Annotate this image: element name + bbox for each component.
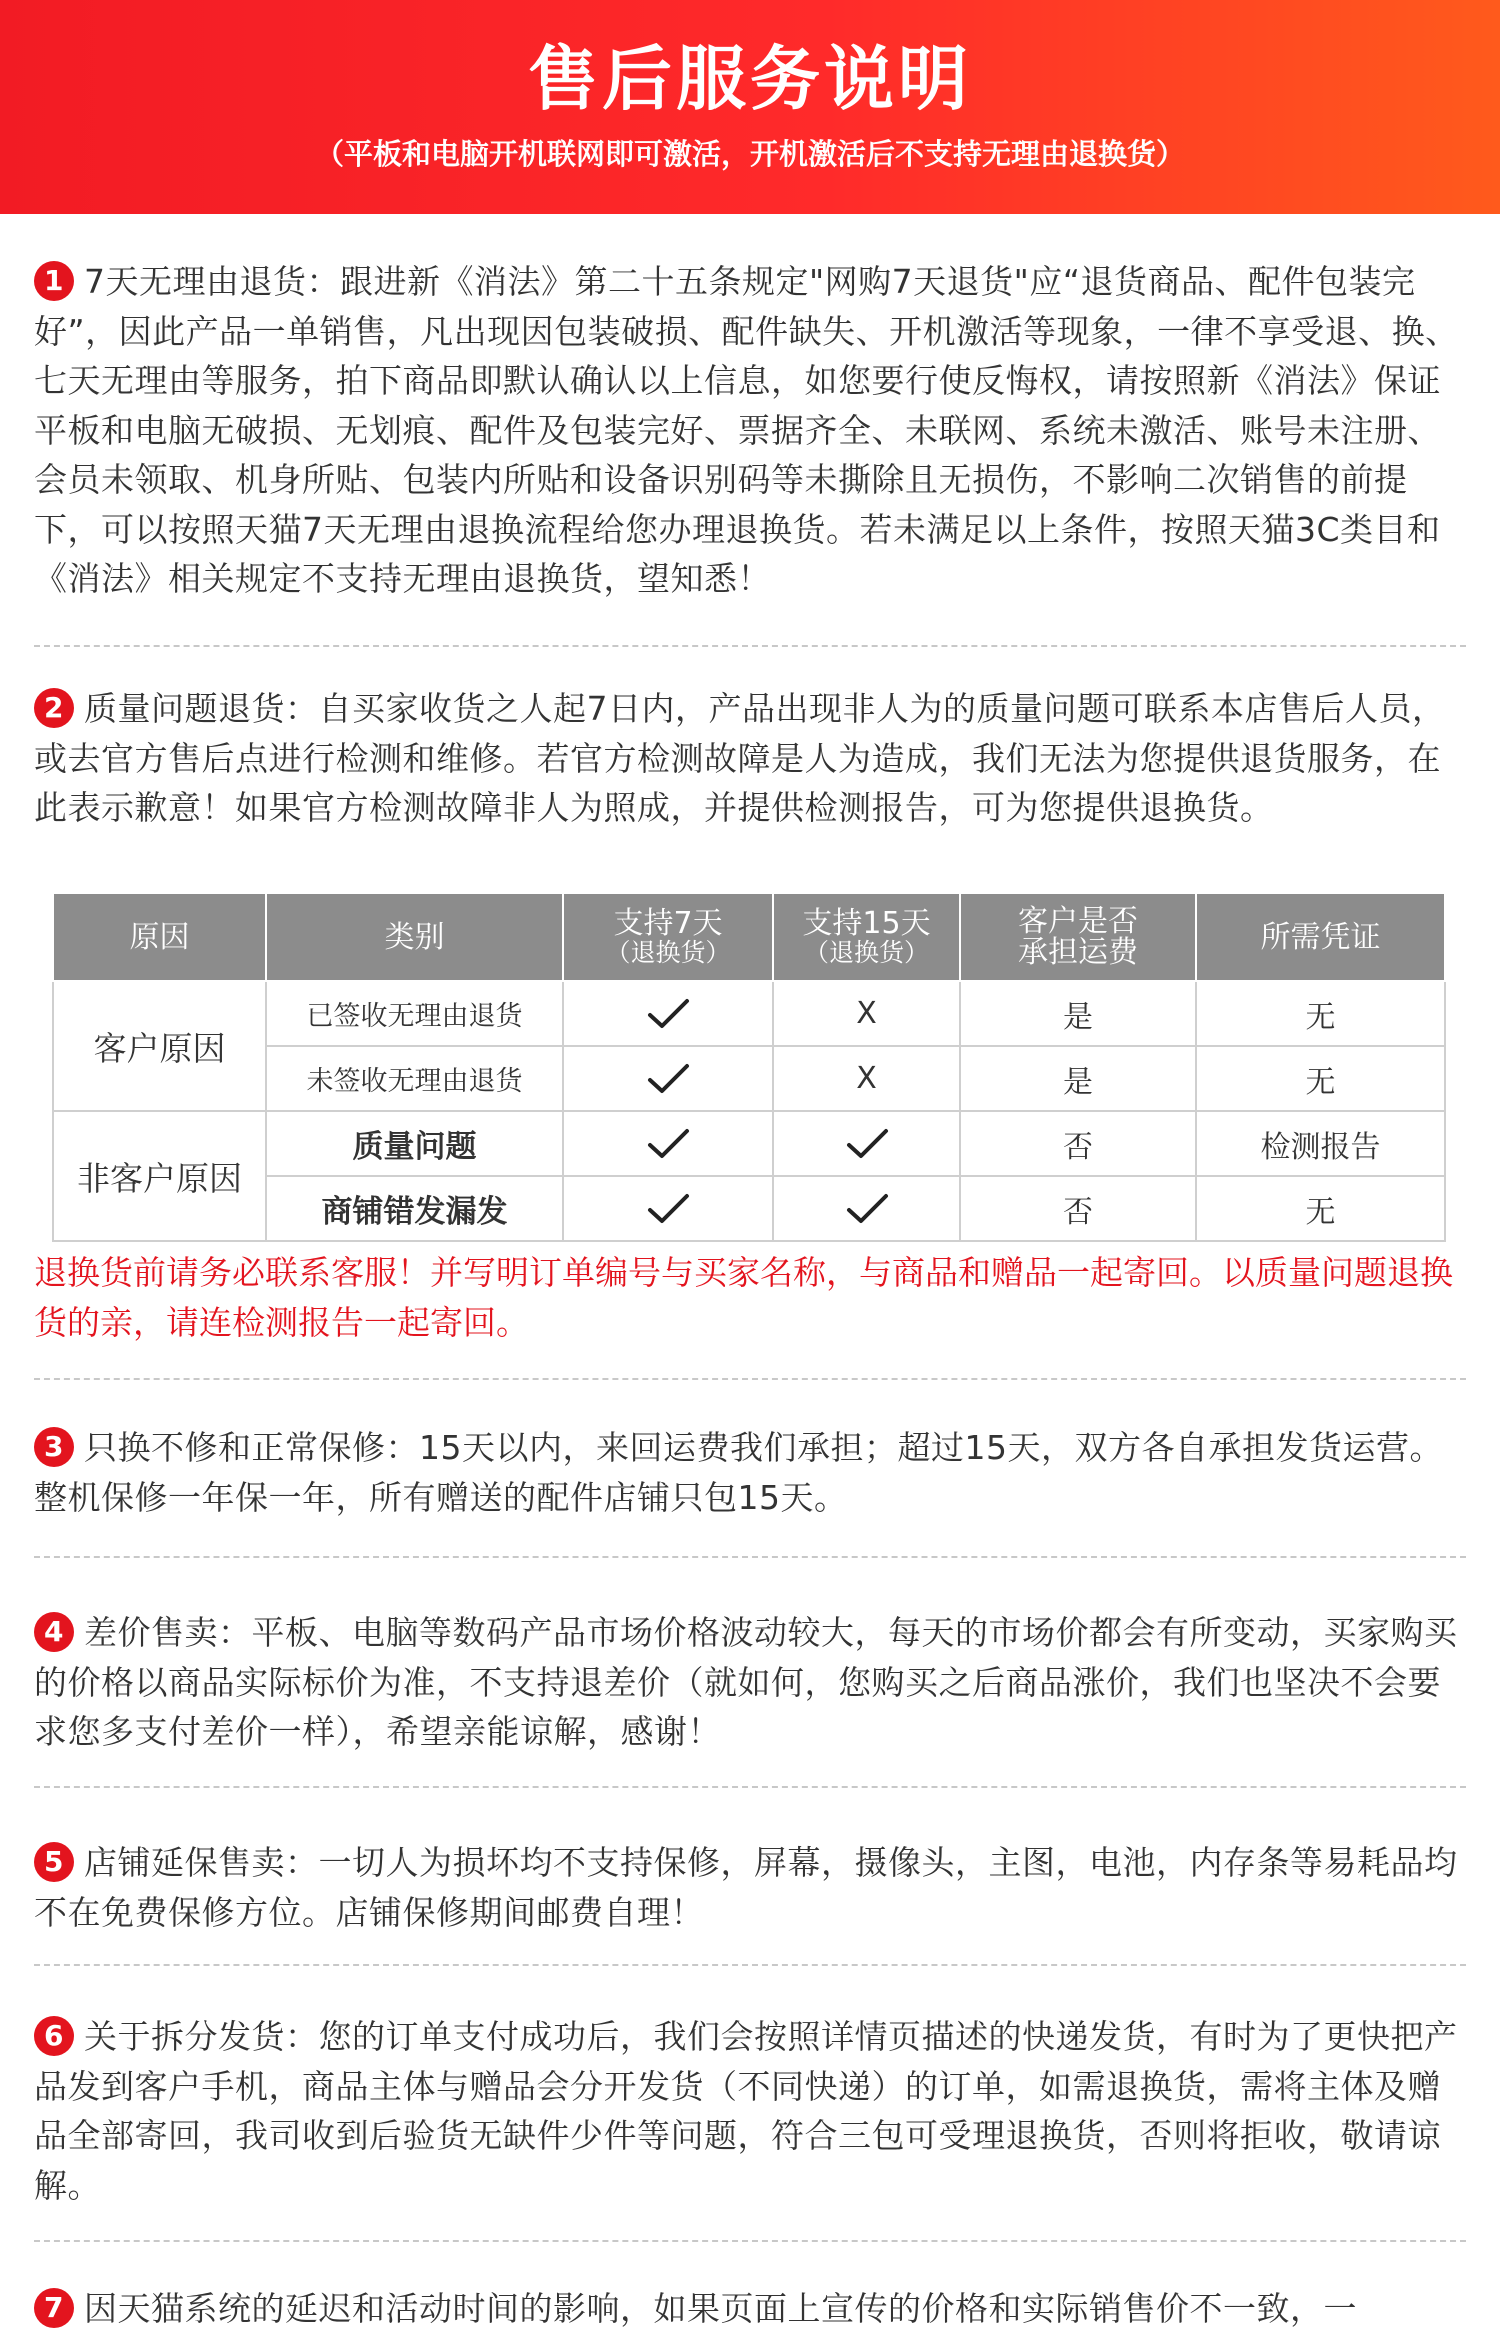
checkmark-icon (645, 995, 691, 1033)
section-5 (34, 1838, 1466, 1937)
support-7day-cell (563, 1046, 773, 1111)
header-15day: 支持15天 （退换货） (773, 893, 960, 981)
section-6-text: 关于拆分发货：您的订单支付成功后，我们会按照详情页描述的快递发货，有时为了更快把产品发到客户手机，商品主体与赠品会分开发货（不同快递）的订单，如需退换货，需将主体及赠品全部寄回，我司收到后验货无缺件少件等问题，符合三包可受理退换货，否则将拒收，敬请谅解。 (34, 2017, 1458, 2205)
table-row (53, 1111, 1445, 1176)
category-cell: 商铺错发漏发 (266, 1176, 563, 1241)
checkmark-icon (645, 1190, 691, 1228)
header-7day: 支持7天 （退换货） (563, 893, 773, 981)
freight-cell: 是 (960, 981, 1196, 1046)
divider (34, 1378, 1466, 1380)
divider (34, 2240, 1466, 2242)
number-badge-5: 5 (34, 1842, 74, 1882)
checkmark-icon (844, 1125, 890, 1163)
section-4 (34, 1608, 1466, 1757)
table-row (53, 981, 1445, 1046)
table-header-row (53, 893, 1445, 981)
number-badge-2: 2 (34, 688, 74, 728)
section-1 (34, 257, 1466, 604)
section-4-text: 差价售卖：平板、电脑等数码产品市场价格波动较大，每天的市场价都会有所变动，买家购买的价格以商品实际标价为准，不支持退差价（就如何，您购买之后商品涨价，我们也坚决不会要求您多支付差价一样），希望亲能谅解，感谢！ (34, 1613, 1458, 1751)
divider (34, 1556, 1466, 1558)
proof-cell: 检测报告 (1196, 1111, 1445, 1176)
header-proof: 所需凭证 (1196, 893, 1445, 981)
divider (34, 1964, 1466, 1966)
freight-cell: 是 (960, 1046, 1196, 1111)
proof-cell: 无 (1196, 1176, 1445, 1241)
section-7 (34, 2284, 1466, 2334)
return-notice: 退换货前请务必联系客服！并写明订单编号与买家名称，与商品和赠品一起寄回。以质量问题退换货的亲，请连检测报告一起寄回。 (34, 1253, 1453, 1342)
number-badge-7: 7 (34, 2288, 74, 2328)
section-3 (34, 1423, 1466, 1522)
checkmark-icon (645, 1125, 691, 1163)
section-2-text: 质量问题退货：自买家收货之人起7日内，产品出现非人为的质量问题可联系本店售后人员，或去官方售后点进行检测和维修。若官方检测故障是人为造成，我们无法为您提供退货服务，在此表示歉意！如果官方检测故障非人为照成，并提供检测报告，可为您提供退换货。 (34, 689, 1446, 827)
category-cell: 质量问题 (266, 1111, 563, 1176)
support-15day-cell (773, 1176, 960, 1241)
number-badge-3: 3 (34, 1427, 74, 1467)
number-badge-6: 6 (34, 2016, 74, 2056)
section-2 (34, 684, 1466, 833)
category-cell: 已签收无理由退货 (266, 981, 563, 1046)
support-7day-cell (563, 981, 773, 1046)
proof-cell: 无 (1196, 1046, 1445, 1111)
support-15day-cell: X (773, 1046, 960, 1111)
support-7day-cell (563, 1111, 773, 1176)
section-5-text: 店铺延保售卖：一切人为损坏均不支持保修，屏幕，摄像头，主图，电池，内存条等易耗品均不在免费保修方位。店铺保修期间邮费自理！ (34, 1843, 1458, 1932)
category-cell: 未签收无理由退货 (266, 1046, 563, 1111)
freight-cell: 否 (960, 1111, 1196, 1176)
section-6 (34, 2012, 1466, 2210)
reason-cell: 客户原因 (53, 981, 266, 1111)
page-subtitle: （平板和电脑开机联网即可激活，开机激活后不支持无理由退换货） (314, 137, 1185, 171)
header-category: 类别 (266, 893, 563, 981)
support-15day-cell (773, 1111, 960, 1176)
support-15day-cell: X (773, 981, 960, 1046)
number-badge-4: 4 (34, 1612, 74, 1652)
proof-cell: 无 (1196, 981, 1445, 1046)
header-banner (0, 0, 1500, 214)
checkmark-icon (645, 1060, 691, 1098)
header-freight: 客户是否 承担运费 (960, 893, 1196, 981)
reason-cell: 非客户原因 (53, 1111, 266, 1241)
page-title: 售后服务说明 (528, 38, 972, 120)
checkmark-icon (844, 1190, 890, 1228)
support-7day-cell (563, 1176, 773, 1241)
section-3-text: 只换不修和正常保修：15天以内，来回运费我们承担；超过15天，双方各自承担发货运营。整机保修一年保一年，所有赠送的配件店铺只包15天。 (34, 1428, 1443, 1517)
divider (34, 1786, 1466, 1788)
after-sales-table (52, 892, 1446, 1242)
section-1-text: 7天无理由退货：跟进新《消法》第二十五条规定"网购7天退货"应“退货商品、配件包装完好”，因此产品一单销售，凡出现因包装破损、配件缺失、开机激活等现象，一律不享受退、换、七天无理由等服务，拍下商品即默认确认以上信息，如您要行使反悔权，请按照新《消法》保证平板和电脑无破损、无划痕、配件及包装完好、票据齐全、未联网、系统未激活、账号未注册、会员未领取、机身所贴、包装内所贴和设备识别码等未撕除且无损伤，不影响二次销售的前提下，可以按照天猫7天无理由退换流程给您办理退换货。若未满足以上条件，按照天猫3C类目和《消法》相关规定不支持无理由退换货，望知悉！ (34, 262, 1459, 598)
header-reason: 原因 (53, 893, 266, 981)
divider (34, 645, 1466, 647)
freight-cell: 否 (960, 1176, 1196, 1241)
number-badge-1: 1 (34, 261, 74, 301)
section-7-text: 因天猫系统的延迟和活动时间的影响，如果页面上宣传的价格和实际销售价不一致，一 (84, 2289, 1357, 2328)
